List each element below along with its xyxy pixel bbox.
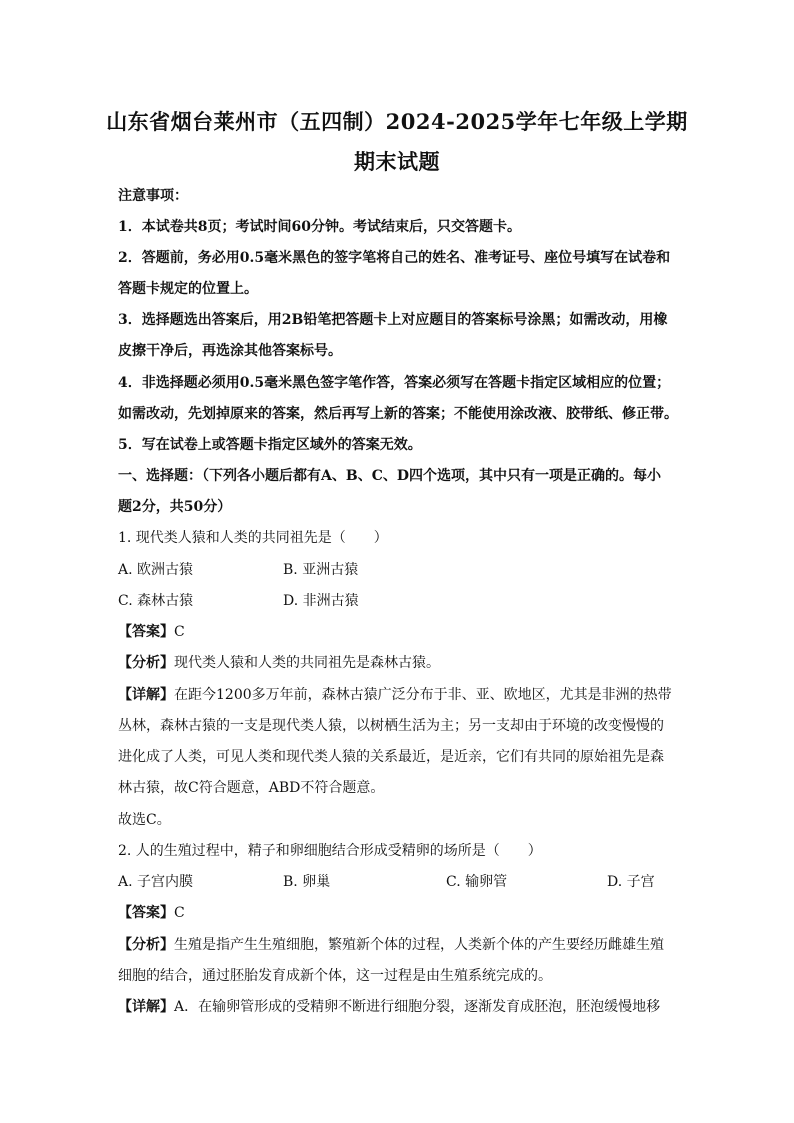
option-b: B. 卵巢 <box>283 874 331 890</box>
option-a: A. 欧洲古猿 <box>118 562 194 578</box>
detail-line <box>118 685 672 705</box>
option-d: D. 子宫 <box>607 874 655 890</box>
question-stem: 1. 现代类人猿和人类的共同祖先是（ ） <box>118 530 388 546</box>
detail-tag: 【详解】 <box>118 687 174 703</box>
question-stem: 2. 人的生殖过程中，精子和卵细胞结合形成受精卵的场所是（ ） <box>118 843 542 859</box>
section-heading-line2: 题2分，共50分） <box>118 499 232 515</box>
note-line: 5．写在试卷上或答题卡指定区域外的答案无效。 <box>118 437 422 453</box>
answer-value: C <box>174 905 185 921</box>
answer-line <box>118 622 185 642</box>
note-line: 答题卡规定的位置上。 <box>118 281 258 297</box>
detail-tag: 【详解】 <box>118 999 174 1015</box>
note-line: 3．选择题选出答案后，用2B铅笔把答题卡上对应题目的答案标号涂黑；如需改动，用橡 <box>118 312 668 328</box>
option-c: C. 森林古猿 <box>118 593 194 609</box>
analysis-text: 生殖是指产生生殖细胞，繁殖新个体的过程，人类新个体的产生要经历雌雄生殖 <box>174 937 664 953</box>
analysis-text: 现代类人猿和人类的共同祖先是森林古猿。 <box>174 655 440 671</box>
analysis-text: 细胞的结合，通过胚胎发育成新个体，这一过程是由生殖系统完成的。 <box>118 968 552 984</box>
detail-text: 林古猿，故C符合题意，ABD不符合题意。 <box>118 780 385 796</box>
detail-text: 在距今1200多万年前，森林古猿广泛分布于非、亚、欧地区，尤其是非洲的热带 <box>174 687 672 703</box>
option-c: C. 输卵管 <box>446 874 508 890</box>
notes-heading: 注意事项： <box>118 188 188 204</box>
detail-text: 进化成了人类，可见人类和现代类人猿的关系最近，是近亲，它们有共同的原始祖先是森 <box>118 749 664 765</box>
exam-title-line1: 山东省烟台莱州市（五四制）2024-2025学年七年级上学期 <box>106 109 688 134</box>
answer-tag: 【答案】 <box>118 624 174 640</box>
note-line: 4．非选择题必须用0.5毫米黑色签字笔作答，答案必须写在答题卡指定区域相应的位置； <box>118 375 671 391</box>
note-line: 2．答题前，务必用0.5毫米黑色的签字笔将自己的姓名、准考证号、座位号填写在试卷和 <box>118 250 671 266</box>
answer-tag: 【答案】 <box>118 905 174 921</box>
section-heading-line1: 一、选择题：（下列各小题后都有A、B、C、D四个选项，其中只有一项是正确的。每小 <box>118 468 661 484</box>
analysis-tag: 【分析】 <box>118 655 174 671</box>
note-line: 1．本试卷共8页；考试时间60分钟。考试结束后，只交答题卡。 <box>118 219 521 235</box>
option-a: A. 子宫内膜 <box>118 874 194 890</box>
exam-title-line2: 期末试题 <box>354 149 440 174</box>
note-line: 如需改动，先划掉原来的答案，然后再写上新的答案；不能使用涂改液、胶带纸、修正带。 <box>118 406 678 422</box>
detail-line <box>118 997 660 1017</box>
analysis-line <box>118 653 440 673</box>
analysis-line <box>118 935 664 955</box>
answer-value: C <box>174 624 185 640</box>
answer-line <box>118 903 185 923</box>
option-b: B. 亚洲古猿 <box>283 562 359 578</box>
detail-text: 丛林，森林古猿的一支是现代类人猿，以树栖生活为主；另一支却由于环境的改变慢慢的 <box>118 718 664 734</box>
note-line: 皮擦干净后，再选涂其他答案标号。 <box>118 343 342 359</box>
analysis-tag: 【分析】 <box>118 937 174 953</box>
option-d: D. 非洲古猿 <box>283 593 359 609</box>
detail-text: A．在输卵管形成的受精卵不断进行细胞分裂，逐渐发育成胚泡，胚泡缓慢地移 <box>174 999 661 1015</box>
choose-line: 故选C。 <box>118 812 171 828</box>
